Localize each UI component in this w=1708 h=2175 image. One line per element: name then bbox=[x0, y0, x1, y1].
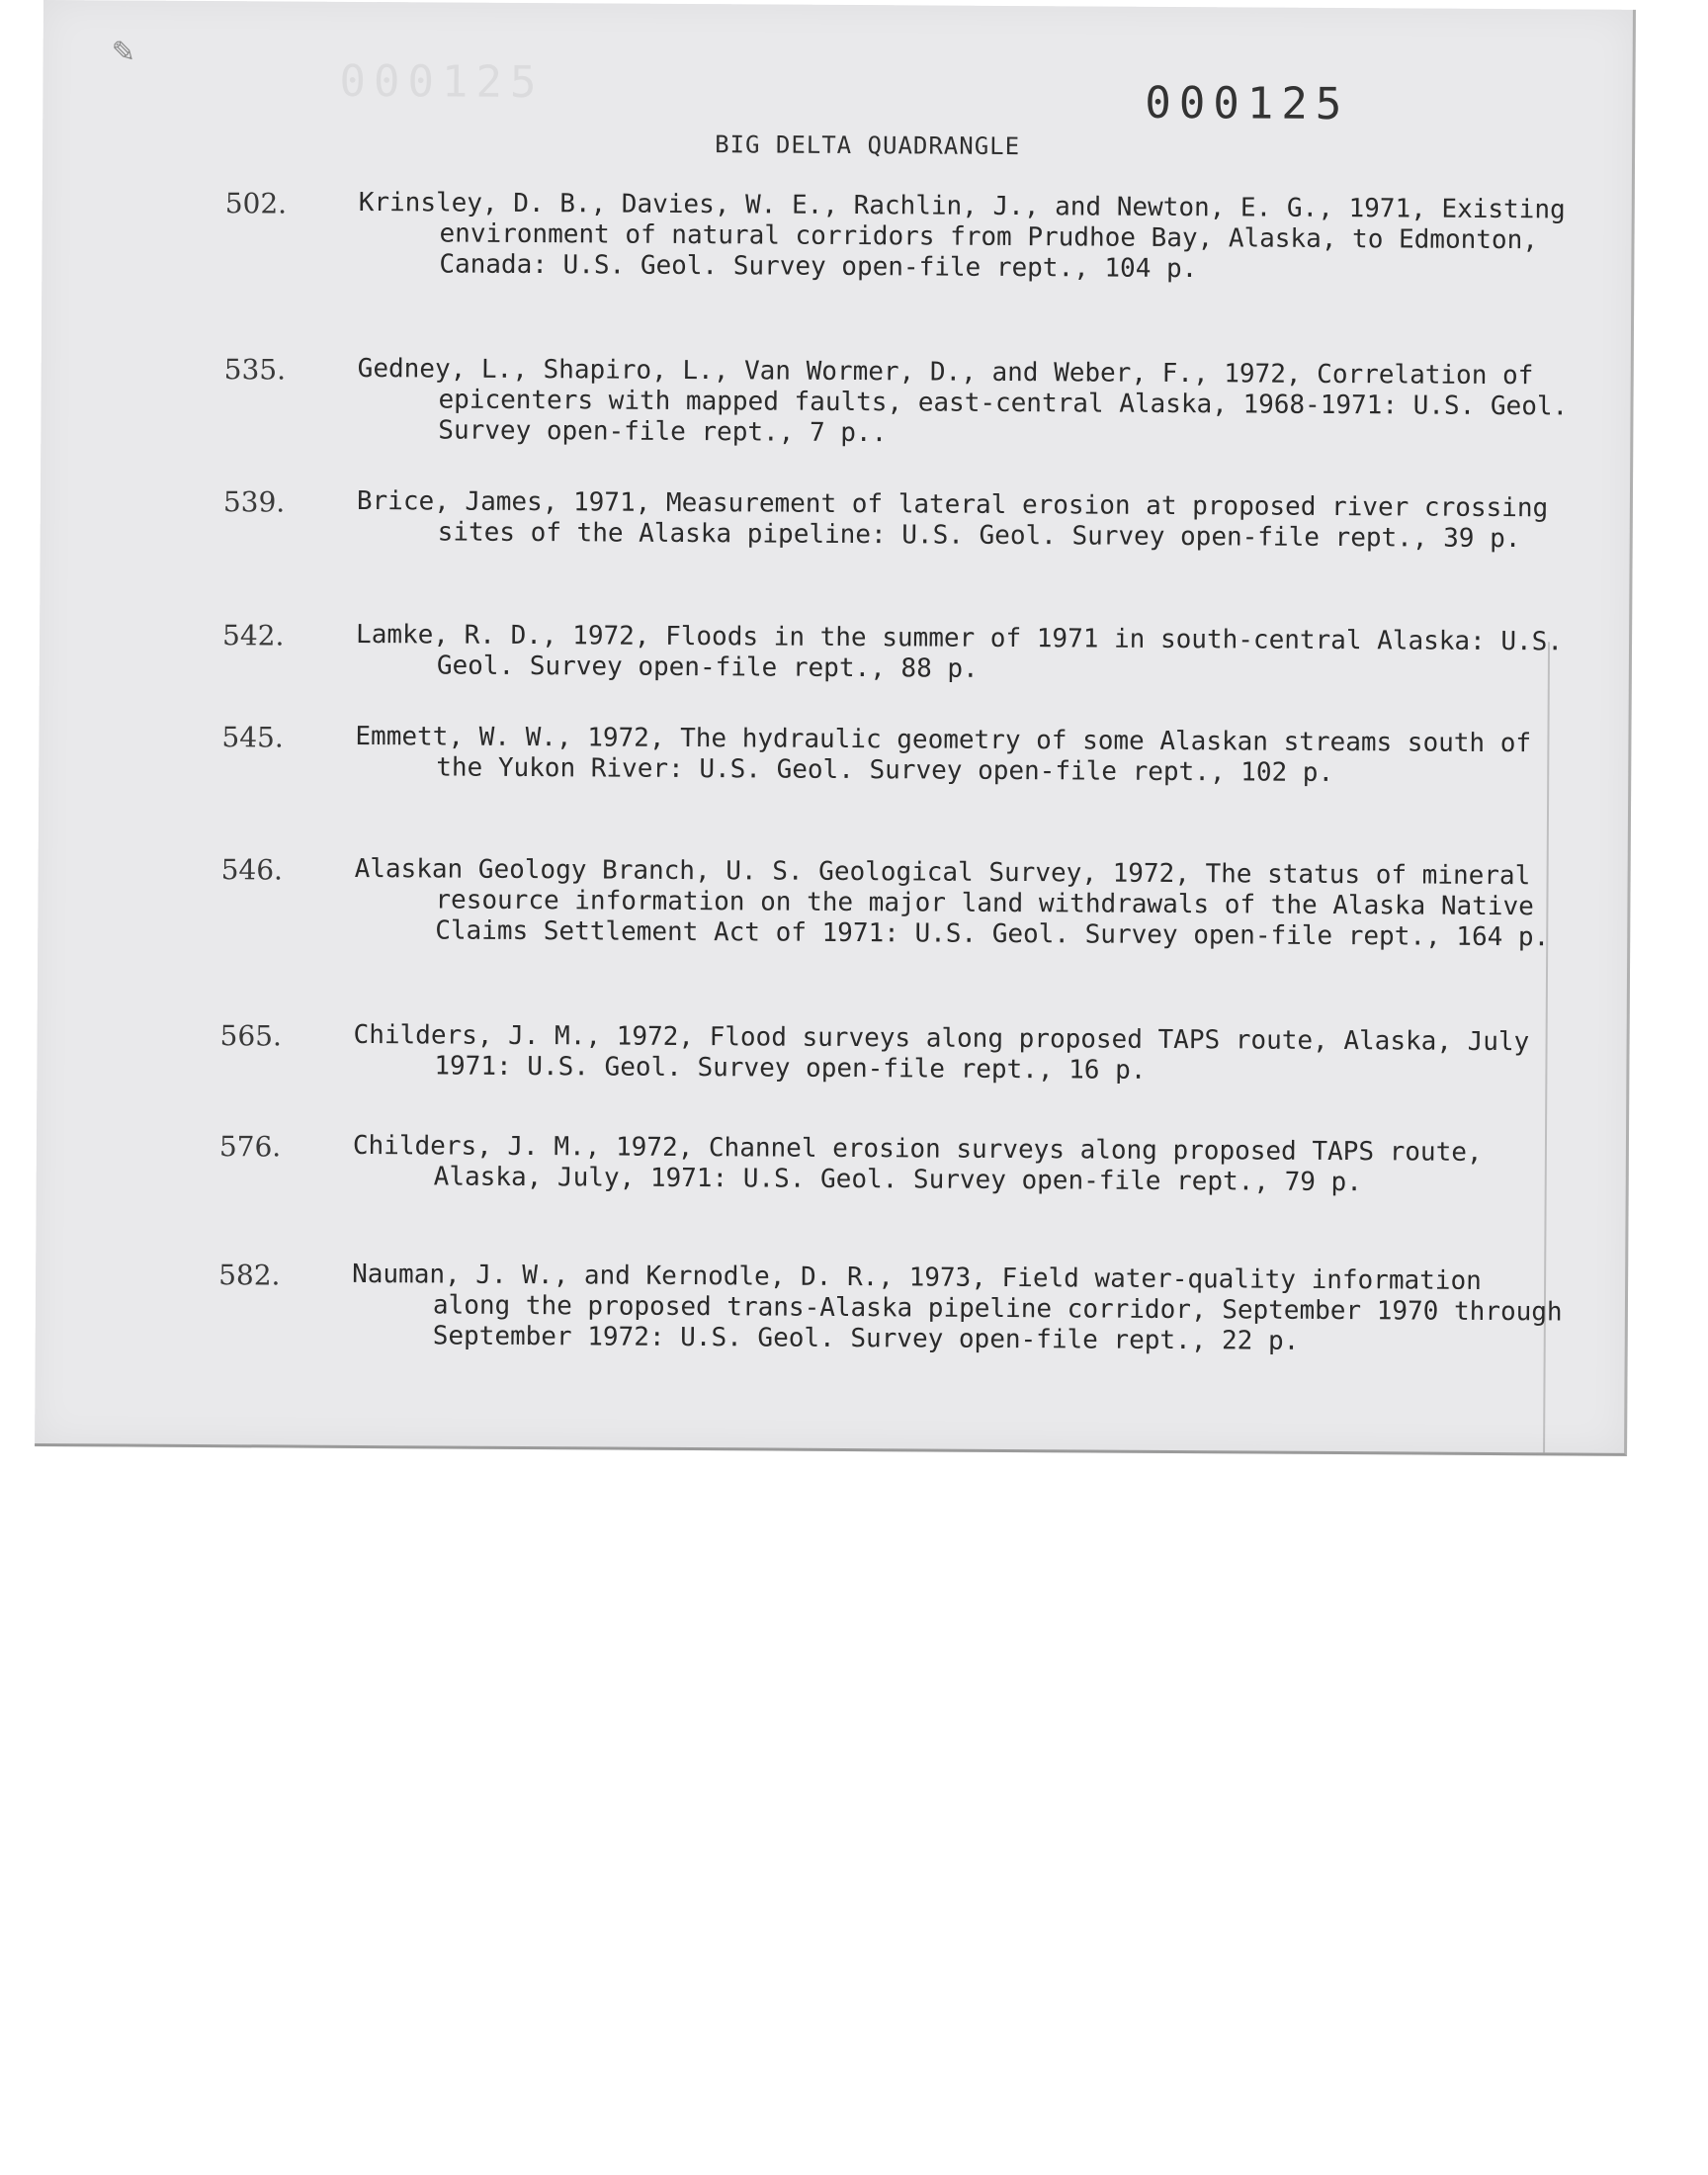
list-item bbox=[40, 618, 1629, 684]
entry-citation: Krinsley, D. B., Davies, W. E., Rachlin, J., and Newton, E. G., 1971, Existing environment of natural corridors from Prudhoe Bay, Alaska, to Edmonton, Canada: U.S. Geol. Survey open-file rept., 104 p. bbox=[358, 187, 1566, 285]
entry-number: 576. bbox=[218, 1130, 282, 1164]
entry-number: 582. bbox=[218, 1259, 281, 1292]
entry-number: 565. bbox=[219, 1019, 283, 1053]
entry-number: 539. bbox=[222, 485, 286, 519]
list-item bbox=[43, 186, 1632, 285]
entry-citation: Lamke, R. D., 1972, Floods in the summer of 1971 in south-central Alaska: U.S. Geol. Survey open-file rept., 88 p. bbox=[355, 619, 1564, 684]
page-title: BIG DELTA QUADRANGLE bbox=[715, 130, 1021, 161]
scanned-page bbox=[35, 0, 1636, 1456]
entry-number: 545. bbox=[221, 721, 284, 754]
entry-citation: Gedney, L., Shapiro, L., Van Wormer, D., and Weber, F., 1972, Correlation of epicenters with mapped faults, east-central Alaska, 1968-1971: U.S. Geol. Survey open-file rept., 7 p.. bbox=[357, 353, 1569, 449]
list-item bbox=[38, 1018, 1627, 1086]
entry-citation: Childers, J. M., 1972, Flood surveys along proposed TAPS route, Alaska, July 1971: U.S. Geol. Survey open-file rept., 16 p. bbox=[353, 1019, 1530, 1086]
list-item bbox=[36, 1258, 1625, 1356]
document-stamp-number: 000125 bbox=[1145, 77, 1350, 130]
entry-citation: Emmett, W. W., 1972, The hydraulic geometry of some Alaskan streams south of the Yukon River: U.S. Geol. Survey open-file rept., 102 p. bbox=[355, 721, 1532, 788]
smudge-mark-icon: ✎ bbox=[112, 30, 134, 71]
entry-number: 542. bbox=[221, 619, 285, 652]
list-item bbox=[39, 852, 1628, 953]
ghost-stamp-number: 000125 bbox=[339, 55, 545, 109]
entry-number: 546. bbox=[220, 853, 284, 887]
entry-citation: Childers, J. M., 1972, Channel erosion surveys along proposed TAPS route, Alaska, July, 1971: U.S. Geol. Survey open-file rept., 79 p. bbox=[352, 1130, 1483, 1198]
entry-citation: Brice, James, 1971, Measurement of lateral erosion at proposed river crossing sites of the Alaska pipeline: U.S. Geol. Survey open-file rept., 39 p. bbox=[356, 485, 1549, 555]
entry-number: 502. bbox=[224, 187, 288, 220]
list-item bbox=[37, 1129, 1626, 1198]
list-item bbox=[40, 720, 1629, 788]
entry-citation: Alaskan Geology Branch, U. S. Geological Survey, 1972, The status of mineral resource information on the major land withdrawals of the Alaska Native Claims Settlement Act of 1971: U.S. Geol. Survey open-file rept., 164 p. bbox=[354, 853, 1550, 953]
list-item bbox=[41, 484, 1630, 555]
list-item bbox=[42, 352, 1631, 449]
entry-citation: Nauman, J. W., and Kernodle, D. R., 1973, Field water-quality information along the proposed trans-Alaska pipeline corridor, September 1970 through September 1972: U.S. Geol. Survey open-file rept., 22 p. bbox=[352, 1259, 1563, 1356]
entry-number: 535. bbox=[223, 353, 287, 387]
